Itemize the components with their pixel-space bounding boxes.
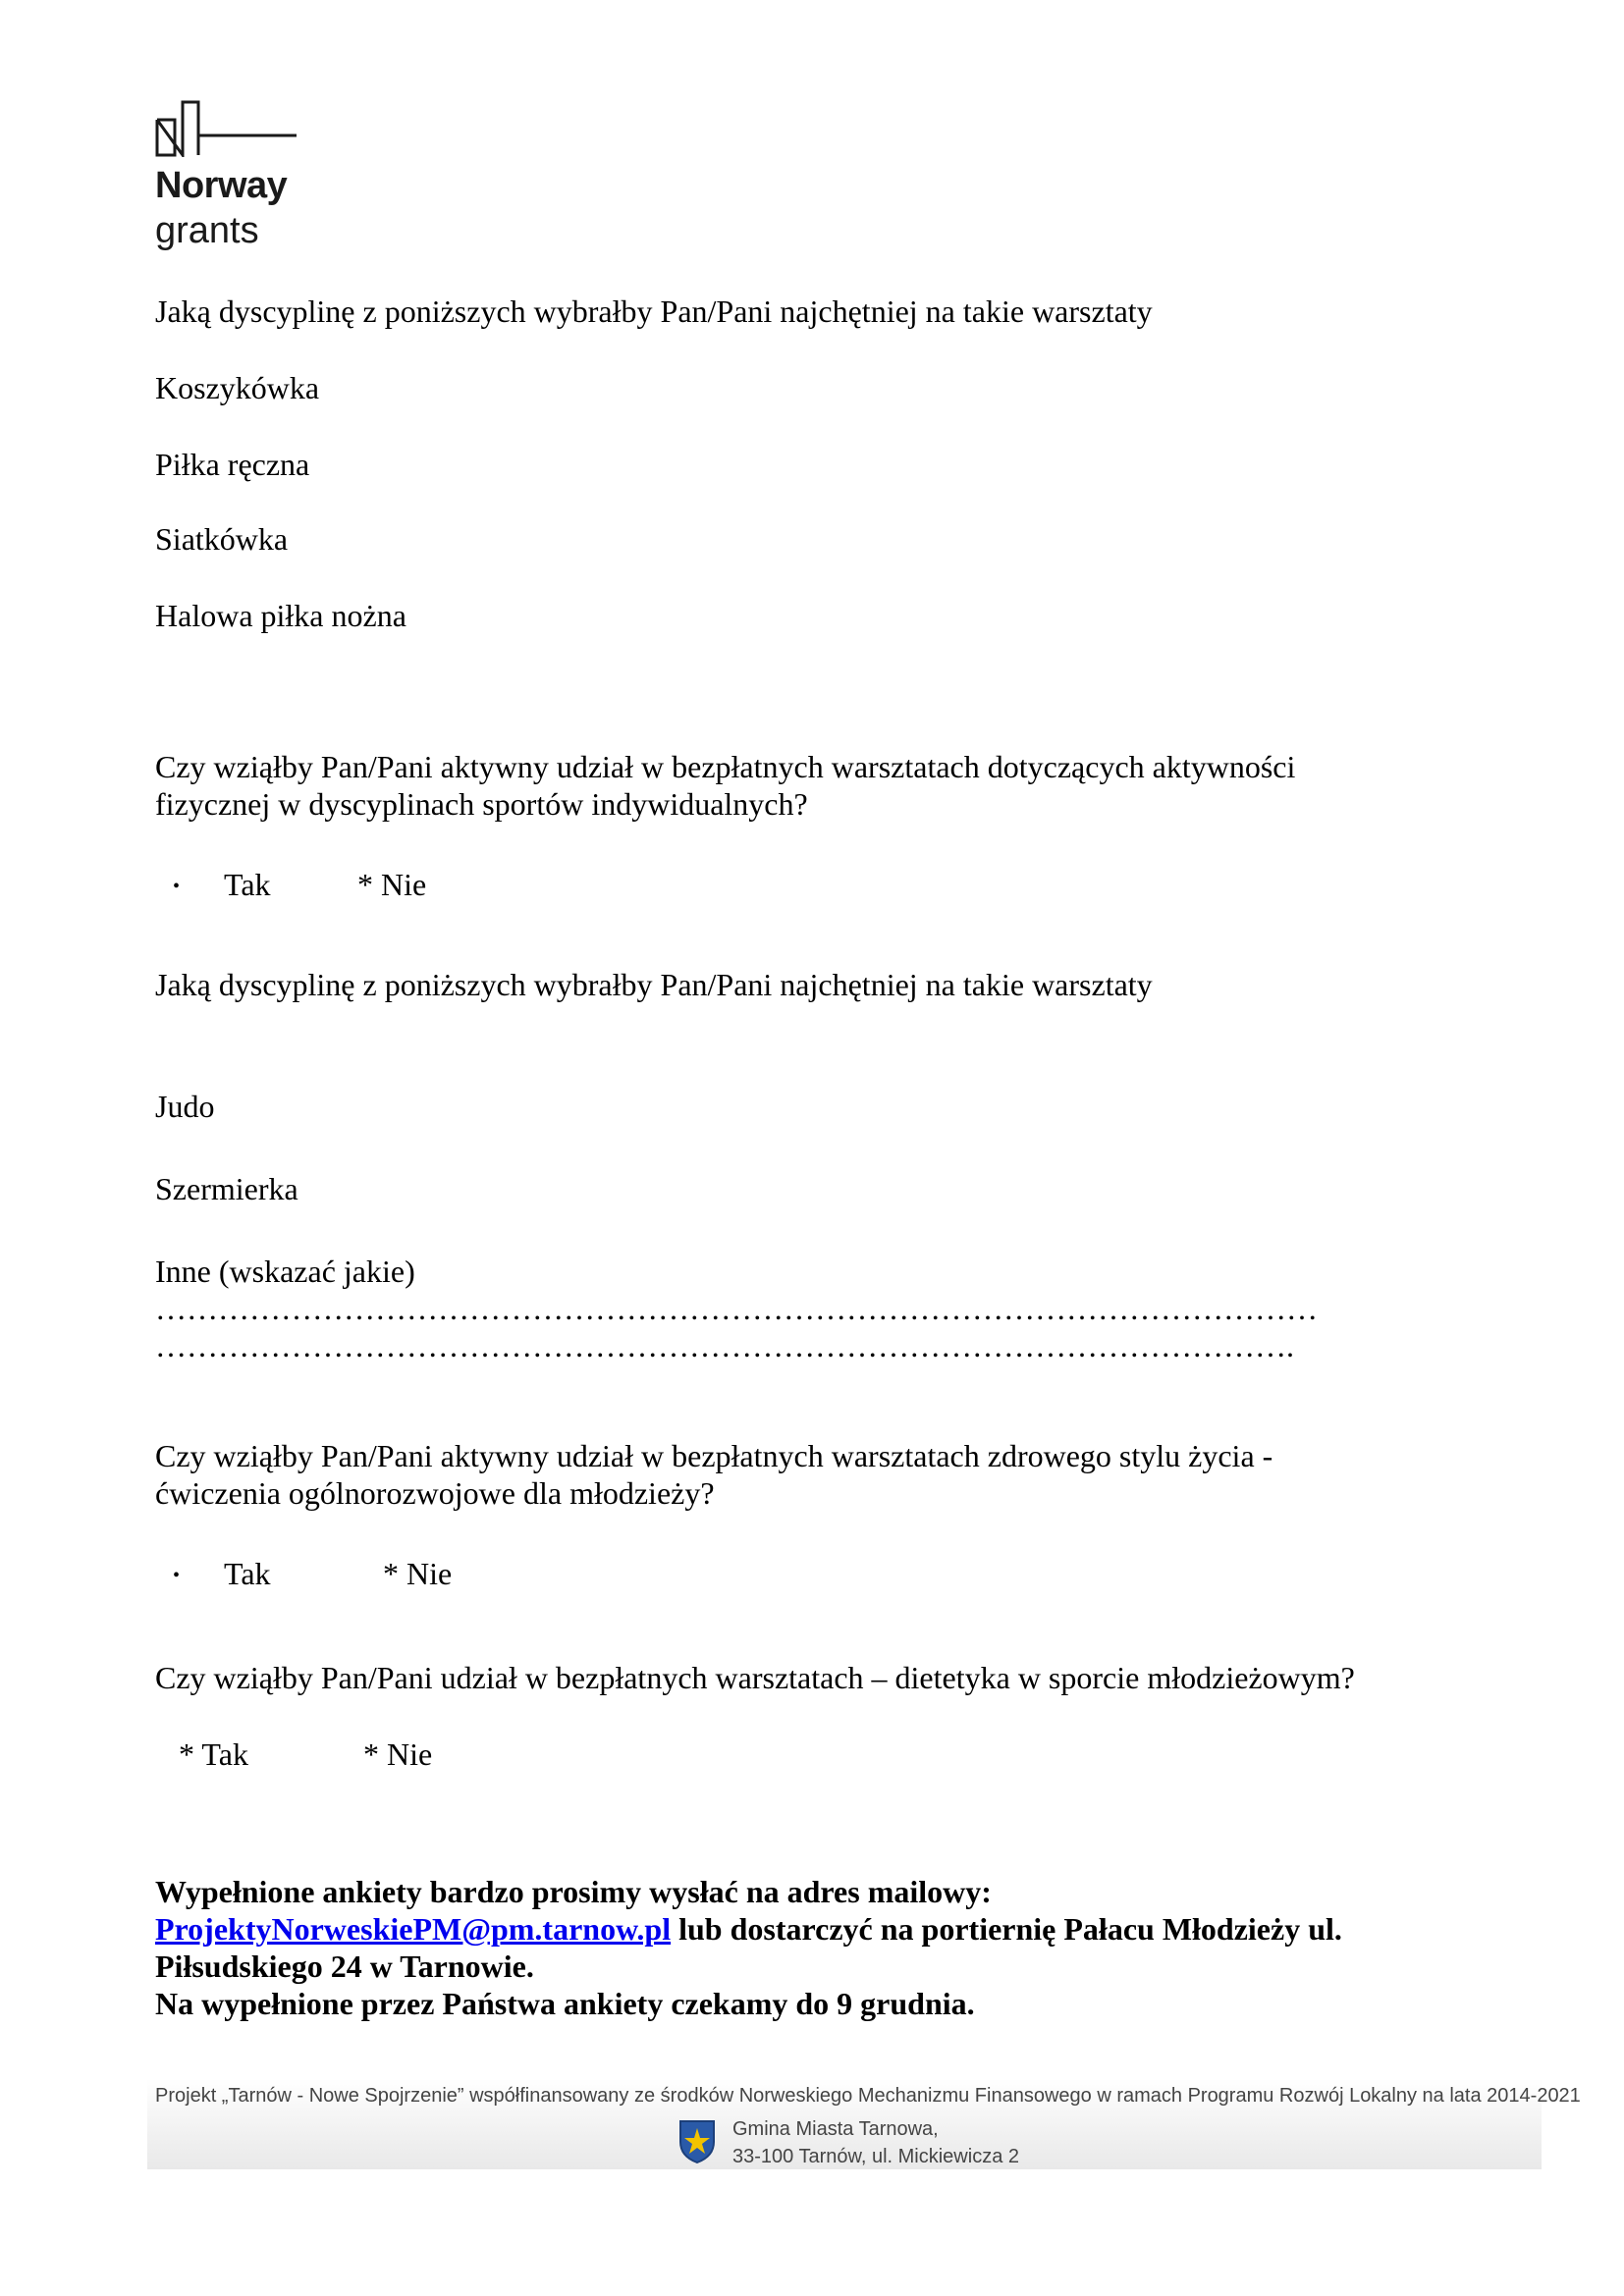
logo-word-grants: grants xyxy=(155,210,259,251)
q2-title-line2: fizycznej w dyscyplinach sportów indywidualnych? xyxy=(155,786,808,822)
q4-title-line2: ćwiczenia ogólnorozwojowe dla młodzieży? xyxy=(155,1475,715,1511)
q4-title-line1: Czy wziąłby Pan/Pani aktywny udział w bezpłatnych warsztatach zdrowego stylu życia - xyxy=(155,1438,1273,1473)
norway-grants-logo-mark xyxy=(155,100,298,157)
q2-option-nie[interactable]: * Nie xyxy=(357,867,427,902)
footer-project-text: Projekt „Tarnów - Nowe Spojrzenie” współfinansowany ze środków Norweskiego Mechanizmu Finansowego w ramach Programu Rozwój Lokalny na lata 2014-2021 xyxy=(155,2085,1581,2107)
q5-title: Czy wziąłby Pan/Pani udział w bezpłatnych warsztatach – dietetyka w sporcie młodzieżowym? xyxy=(155,1660,1355,1695)
q4-option-nie[interactable]: * Nie xyxy=(383,1556,453,1591)
q4-option-tak[interactable]: Tak xyxy=(224,1556,271,1591)
q1-option-pilka-reczna[interactable]: Piłka ręczna xyxy=(155,447,310,482)
q2-title-line1: Czy wziąłby Pan/Pani aktywny udział w bezpłatnych warsztatach dotyczących aktywności xyxy=(155,749,1296,784)
q1-option-koszykowka[interactable]: Koszykówka xyxy=(155,370,320,405)
closing-line3: Piłsudskiego 24 w Tarnowie. xyxy=(155,1949,534,1984)
tarnow-crest-icon xyxy=(677,2118,717,2163)
q1-option-siatkowka[interactable]: Siatkówka xyxy=(155,521,289,557)
closing-line2-rest: lub dostarczyć na portiernię Pałacu Młodzieży ul. xyxy=(671,1911,1342,1947)
closing-line4: Na wypełnione przez Państwa ankiety czekamy do 9 grudnia. xyxy=(155,1986,975,2021)
q1-title: Jaką dyscyplinę z poniższych wybrałby Pan/Pani najchętniej na takie warsztaty xyxy=(155,294,1153,329)
footer-address: 33-100 Tarnów, ul. Mickiewicza 2 xyxy=(732,2146,1019,2167)
email-link[interactable]: ProjektyNorweskiePM@pm.tarnow.pl xyxy=(155,1911,672,1947)
q3-title: Jaką dyscyplinę z poniższych wybrałby Pan/Pani najchętniej na takie warsztaty xyxy=(155,967,1153,1002)
q3-option-judo[interactable]: Judo xyxy=(155,1089,215,1124)
q1-option-halowa-pilka-nozna[interactable]: Halowa piłka nożna xyxy=(155,598,406,633)
q3-option-szermierka[interactable]: Szermierka xyxy=(155,1171,298,1206)
footer-org: Gmina Miasta Tarnowa, xyxy=(732,2118,939,2140)
closing-line1: Wypełnione ankiety bardzo prosimy wysłać na adres mailowy: xyxy=(155,1874,992,1909)
q5-option-nie[interactable]: * Nie xyxy=(363,1736,433,1772)
q3-write-in-line2[interactable]: ………………………………………………………………………………………………. xyxy=(155,1328,1294,1363)
q3-option-inne[interactable]: Inne (wskazać jakie) xyxy=(155,1254,415,1289)
bullet-icon: • xyxy=(173,1565,181,1586)
q5-option-tak[interactable]: * Tak xyxy=(179,1736,248,1772)
logo-word-norway: Norway xyxy=(155,165,288,206)
bullet-icon: • xyxy=(173,876,181,897)
q2-option-tak[interactable]: Tak xyxy=(224,867,271,902)
closing-line2 xyxy=(155,1910,1342,1948)
q3-write-in-line1[interactable]: ………………………………………………………………………………………………… xyxy=(155,1291,1318,1326)
